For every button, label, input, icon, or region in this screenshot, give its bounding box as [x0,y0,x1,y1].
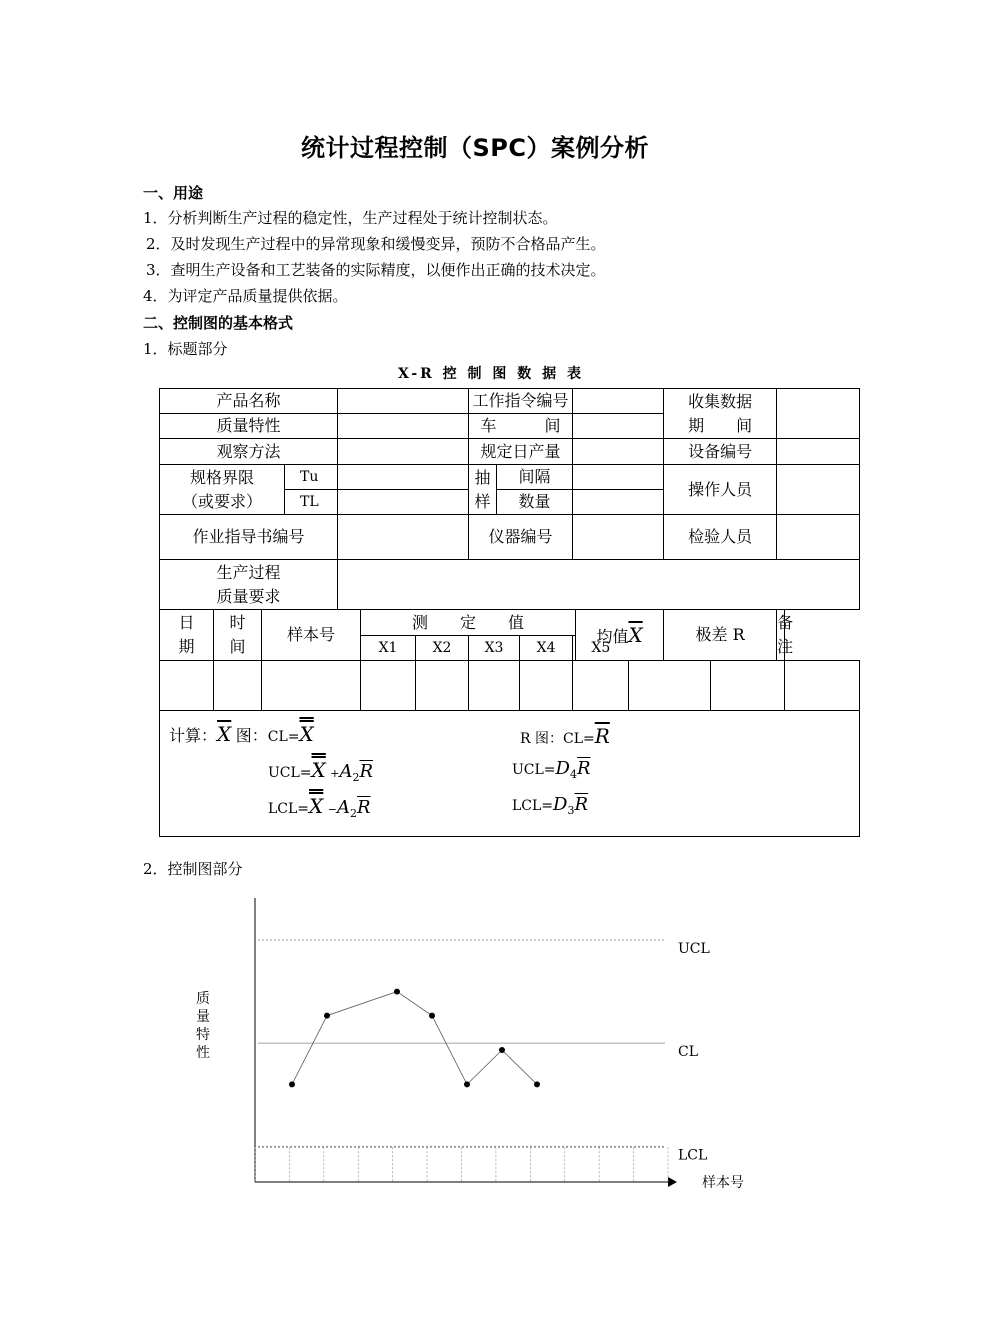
label-product-name: 产品名称 [160,389,338,414]
cell-x2[interactable] [416,661,469,711]
header-x2: X2 [416,636,469,661]
calc-xbar-lcl: $LCL=X -A_2\overline{R}$ [268,794,371,820]
chart-series [289,989,540,1088]
data-point [324,1013,330,1019]
series-line [292,992,537,1085]
section1-heading: 一、用途 [143,184,204,202]
value-tu[interactable] [338,465,469,490]
chart-ylabel [196,991,210,1061]
cell-time[interactable] [214,661,262,711]
value-quantity[interactable] [573,490,664,515]
label-tu: Tu [285,465,338,490]
value-tl[interactable] [338,490,469,515]
value-equipment-no[interactable] [777,439,860,465]
section2-heading: 二、控制图的基本格式 [143,314,294,332]
value-inspector[interactable] [777,515,860,560]
header-mean: 均值$\overline{X}$ [576,610,664,661]
cell-sample-no[interactable] [262,661,361,711]
label-collect-period: 收集数据 期 间 [664,389,777,439]
calc-xbar-line: 计算：$\overline{X}$ 图：CL=X [169,722,314,746]
calc-xbar-ucl: $UCL=X +A_2\overline{R}$ [268,758,374,784]
label-tl: TL [285,490,338,515]
label-equipment-no: 设备编号 [664,439,777,465]
xr-data-form [159,388,860,837]
value-workshop[interactable] [573,414,664,439]
x-axis-arrow-icon [668,1177,677,1187]
value-quality-characteristic[interactable] [338,414,469,439]
header-date: 日 期 [160,610,214,661]
control-chart [0,880,950,1210]
calc-r-lcl: $LCL=D_3\overline{R}$ [512,794,589,817]
value-observe-method[interactable] [338,439,469,465]
header-x4: X4 [520,636,573,661]
section1-item-3: 3．查明生产设备和工艺装备的实际精度，以便作出正确的技术决定。 [146,261,606,279]
cell-x1[interactable] [361,661,416,711]
calc-r-line: R 图：$CL=\overline{R}$ [520,724,610,748]
chart-reference-lines [258,940,710,1163]
value-process-requirement[interactable] [338,560,860,610]
header-sample-no: 样本号 [262,610,361,661]
label-quality-characteristic: 质量特性 [160,414,338,439]
calc-r-ucl: $UCL=D_4\overline{R}$ [512,758,591,781]
chart-sample-slots [255,1147,668,1182]
section2-sub2: 2．控制图部分 [143,860,243,878]
cell-date[interactable] [160,661,214,711]
label-operator: 操作人员 [664,465,777,515]
cell-range[interactable] [711,661,785,711]
cell-x5[interactable] [573,661,629,711]
data-point [464,1081,470,1087]
value-collect-period[interactable] [777,389,860,439]
value-daily-output[interactable] [573,439,664,465]
section1-item-1: 1．分析判断生产过程的稳定性，生产过程处于统计控制状态。 [143,209,558,227]
value-product-name[interactable] [338,389,469,414]
label-daily-output: 规定日产量 [469,439,573,465]
ylabel-char: 性 [196,1045,210,1061]
data-point [429,1013,435,1019]
header-range: 极差 R [664,610,777,661]
value-work-order-no[interactable] [573,389,664,414]
header-remark: 备注 [777,610,785,661]
section1-item-2: 2．及时发现生产过程中的异常现象和缓慢变异，预防不合格品产生。 [146,235,606,253]
ucl-label: UCL [678,941,710,957]
section2-sub1: 1．标题部分 [143,340,228,358]
data-point [394,989,400,995]
data-point [499,1047,505,1053]
section1-item-4: 4．为评定产品质量提供依据。 [143,287,348,305]
label-inspector: 检验人员 [664,515,777,560]
lcl-label: LCL [678,1147,708,1164]
cl-label: CL [678,1044,699,1061]
label-workshop: 车 间 [469,414,573,439]
calculation-section [160,711,860,837]
cell-remark[interactable] [785,661,860,711]
value-operator[interactable] [777,465,860,515]
header-x3: X3 [469,636,520,661]
ylabel-char: 质 [196,991,210,1007]
label-quantity: 数量 [497,490,573,515]
label-work-order-no: 工作指令编号 [469,389,573,414]
label-observe-method: 观察方法 [160,439,338,465]
ylabel-char: 特 [196,1027,210,1043]
label-instrument-no: 仪器编号 [469,515,573,560]
form-title: X-R 控 制 图 数 据 表 [397,366,585,382]
value-interval[interactable] [573,465,664,490]
header-x5: X5 [573,636,629,661]
label-spec-limit: 规格界限 （或要求） [160,465,285,515]
label-process-requirement: 生产过程 质量要求 [160,560,338,610]
label-interval: 间隔 [497,465,573,490]
cell-x3[interactable] [469,661,520,711]
page-title: 统计过程控制（SPC）案例分析 [301,134,649,162]
header-x1: X1 [361,636,416,661]
header-measured-values: 测 定 值 [361,610,576,636]
data-point [534,1081,540,1087]
chart-axes [255,898,677,1187]
value-instrument-no[interactable] [573,515,664,560]
ylabel-char: 量 [196,1009,210,1025]
cell-x4[interactable] [520,661,573,711]
value-instruction-no[interactable] [338,515,469,560]
label-sample: 抽 样 [469,465,497,515]
cell-mean[interactable] [629,661,711,711]
chart-xlabel: 样本号 [702,1175,744,1191]
header-time: 时 间 [214,610,262,661]
data-point [289,1081,295,1087]
label-instruction-no: 作业指导书编号 [160,515,338,560]
